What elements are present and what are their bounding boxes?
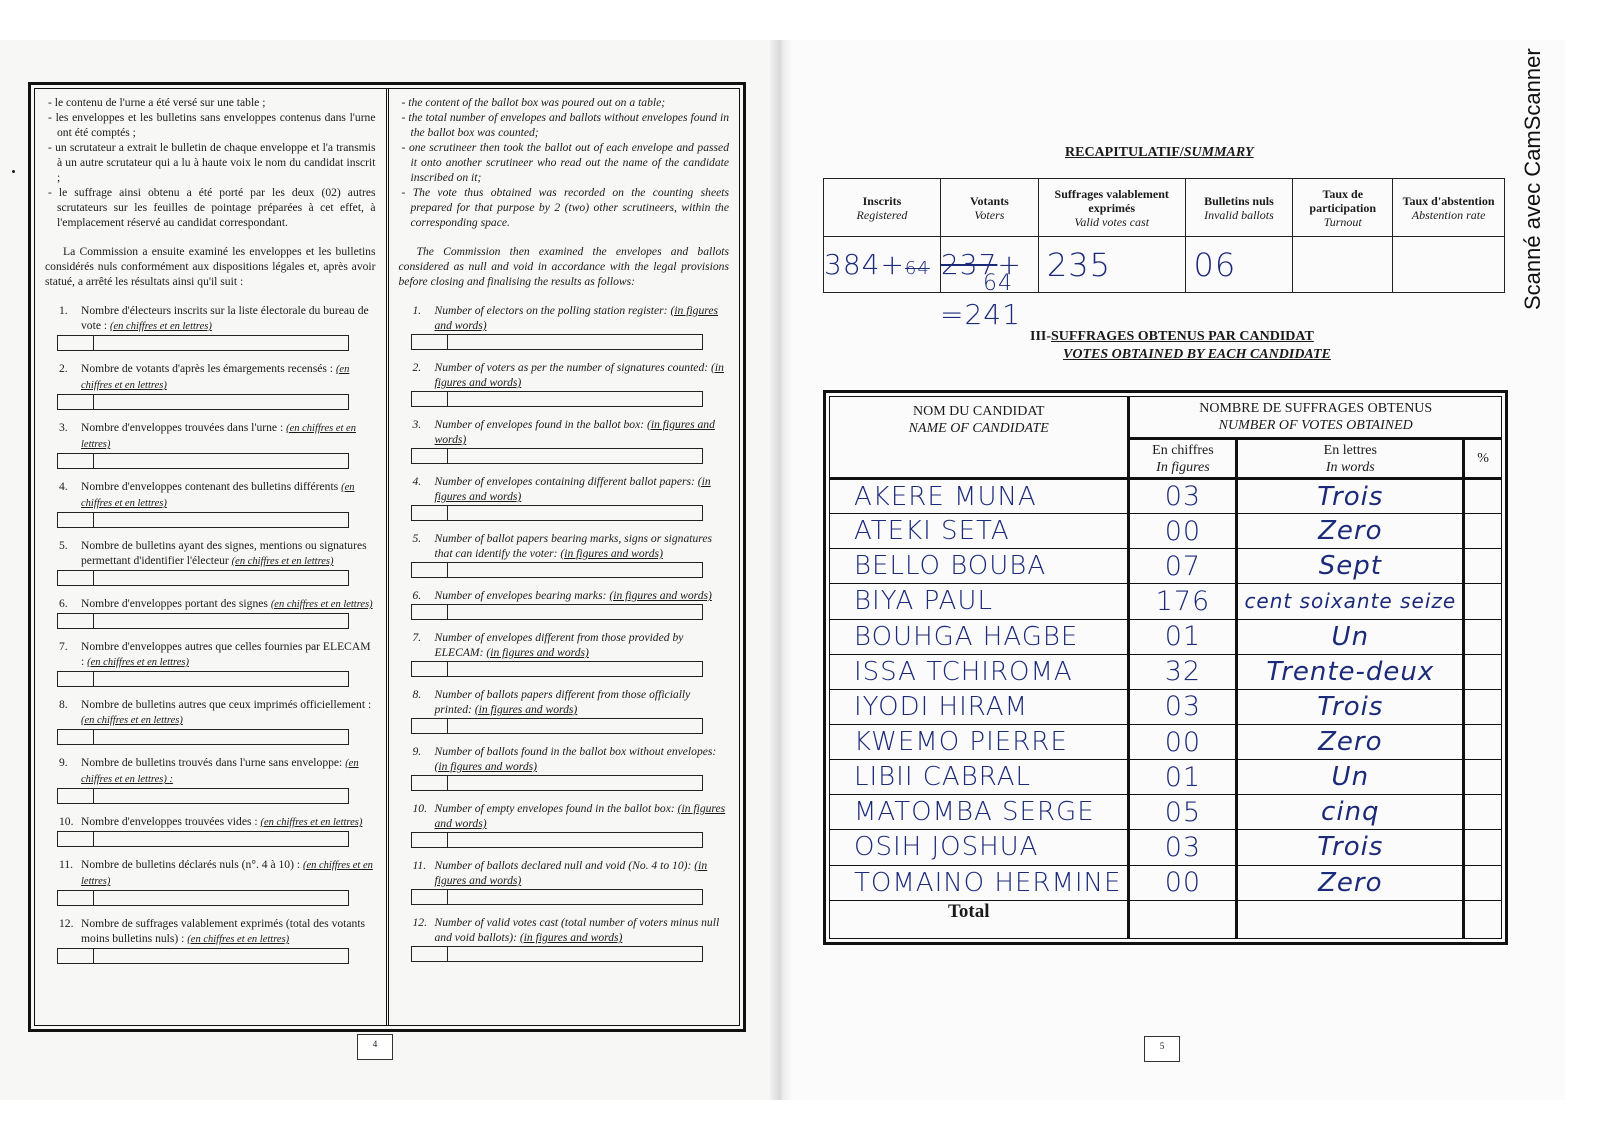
item-number: 8. <box>412 688 422 701</box>
candidate-percent[interactable] <box>1464 760 1502 795</box>
answer-field[interactable] <box>411 832 703 848</box>
candidate-votes-figures[interactable]: 01 <box>1129 619 1237 654</box>
candidate-percent[interactable] <box>1464 584 1502 619</box>
item-number: 12. <box>412 916 427 929</box>
answer-words-cell[interactable] <box>94 571 348 585</box>
header-invalid-ballots: Bulletins nuls Invalid ballots <box>1185 179 1293 237</box>
english-procedure-list <box>399 95 730 230</box>
candidate-name[interactable]: IYODI HIRAM <box>830 689 1129 724</box>
english-bullet: - the total number of envelopes and ballots without envelopes found in the ballot box was counted; <box>399 110 730 140</box>
item-number: 2. <box>412 361 422 374</box>
item-number: 2. <box>59 362 68 375</box>
answer-figures-cell[interactable] <box>58 454 94 468</box>
name-header: NOM DU CANDIDAT NAME OF CANDIDATE <box>830 397 1129 479</box>
answer-field[interactable] <box>411 661 703 677</box>
item-number: 8. <box>59 698 68 711</box>
answer-field[interactable] <box>57 613 349 629</box>
french-item-6 <box>45 596 376 629</box>
candidate-votes-figures[interactable]: 176 <box>1129 584 1237 619</box>
answer-words-cell[interactable] <box>448 392 702 406</box>
item-number: 10. <box>59 815 74 828</box>
item-label: Nombre de bulletins trouvés dans l'urne sans enveloppe: (en chiffres et en lettres) : <box>81 756 359 785</box>
item-number: 11. <box>59 858 74 871</box>
candidate-row <box>830 549 1502 584</box>
answer-field[interactable] <box>411 448 703 464</box>
candidate-row <box>830 830 1502 865</box>
candidate-percent[interactable] <box>1464 654 1502 689</box>
candidate-percent[interactable] <box>1464 865 1502 900</box>
item-hint: (en chiffres et en lettres) <box>87 657 189 668</box>
total-figures[interactable] <box>1129 900 1237 938</box>
candidate-row <box>830 619 1502 654</box>
item-label: Number of envelopes found in the ballot box: (in figures and words) <box>434 418 715 446</box>
item-label: Nombre de bulletins autres que ceux imprimés officiellement : (en chiffres et en lettres) <box>81 698 372 726</box>
candidate-name[interactable]: BELLO BOUBA <box>830 549 1129 584</box>
candidate-row <box>830 865 1502 900</box>
item-number: 7. <box>59 640 68 653</box>
english-item-9 <box>399 744 730 791</box>
candidate-votes-words[interactable]: Trois <box>1237 479 1464 514</box>
english-item-5 <box>399 531 730 578</box>
item-hint: (in figures and words) <box>519 931 623 944</box>
candidate-name[interactable]: AKERE MUNA <box>830 479 1129 514</box>
answer-field[interactable] <box>57 729 349 745</box>
candidate-votes-figures[interactable]: 01 <box>1129 760 1237 795</box>
answer-words-cell[interactable] <box>448 506 702 520</box>
answer-figures-cell[interactable] <box>412 833 448 847</box>
answer-words-cell[interactable] <box>448 833 702 847</box>
french-item-8 <box>45 697 376 745</box>
turnout-value[interactable] <box>1293 237 1393 293</box>
french-bullet: - un scrutateur a extrait le bulletin de chaque enveloppe et l'a transmis à un autre scrutateur qui a lu à haute voix le nom du candidat inscrit ; <box>45 140 376 185</box>
answer-field[interactable] <box>411 562 703 578</box>
item-hint: (in figures and words) <box>486 646 589 659</box>
total-words[interactable] <box>1237 900 1464 938</box>
answer-figures-cell[interactable] <box>58 672 94 686</box>
words-header: En lettres In words <box>1237 439 1464 479</box>
item-label: Nombre de bulletins déclarés nuls (n°. 4 à 10) : (en chiffres et en lettres) <box>81 858 373 887</box>
left-form-frame <box>28 82 746 1032</box>
english-item-2 <box>399 360 730 407</box>
answer-field[interactable] <box>57 570 349 586</box>
item-hint: (in figures and words) <box>434 859 708 887</box>
item-hint: (in figures and words) <box>434 475 711 503</box>
french-item-5 <box>45 538 376 586</box>
english-items <box>399 303 730 962</box>
invalid-ballots-value[interactable]: 06 <box>1185 237 1293 293</box>
candidate-votes-figures[interactable]: 00 <box>1129 514 1237 549</box>
item-label: Nombre d'électeurs inscrits sur la liste électorale du bureau de vote : (en chiffres et en lettres) <box>81 304 369 332</box>
votes-header: NOMBRE DE SUFFRAGES OBTENUS NUMBER OF VOTES OBTAINED <box>1129 397 1502 439</box>
french-procedure-list <box>45 95 376 230</box>
candidate-row <box>830 479 1502 514</box>
answer-figures-cell[interactable] <box>412 947 448 961</box>
candidate-name[interactable]: OSIH JOSHUA <box>830 830 1129 865</box>
item-hint: (in figures and words) <box>434 304 719 332</box>
item-hint: (en chiffres et en lettres) <box>81 860 373 887</box>
item-label: Number of envelopes bearing marks: (in figures and words) <box>434 589 712 602</box>
answer-figures-cell[interactable] <box>412 335 448 349</box>
page-number-left: 4 <box>357 1034 393 1060</box>
answer-field[interactable] <box>57 890 349 906</box>
item-label: Nombre d'enveloppes autres que celles fournies par ELECAM : (en chiffres et en lettres) <box>81 640 371 668</box>
registered-value[interactable]: 384+64 <box>824 237 941 293</box>
item-hint: (en chiffres et en lettres) <box>81 423 356 450</box>
french-item-11 <box>45 857 376 906</box>
answer-figures-cell[interactable] <box>412 605 448 619</box>
header-valid-votes: Suffrages valablement exprimés Valid votes cast <box>1038 179 1185 237</box>
candidate-votes-words[interactable]: Trois <box>1237 830 1464 865</box>
candidate-row <box>830 514 1502 549</box>
answer-words-cell[interactable] <box>94 395 348 409</box>
french-item-1 <box>45 303 376 351</box>
scan-speck <box>12 170 15 173</box>
valid-votes-value[interactable]: 235 <box>1038 237 1185 293</box>
answer-figures-cell[interactable] <box>412 776 448 790</box>
french-item-4 <box>45 479 376 528</box>
english-bullet: - The vote thus obtained was recorded on the counting sheets prepared for that purpose by 2 (two) other scrutineers, within the corresponding space. <box>399 185 730 230</box>
summary-title-en: SUMMARY <box>1183 145 1254 160</box>
answer-field[interactable] <box>411 946 703 962</box>
answer-words-cell[interactable] <box>94 672 348 686</box>
answer-figures-cell[interactable] <box>412 392 448 406</box>
french-item-10 <box>45 814 376 847</box>
candidate-votes-figures[interactable]: 32 <box>1129 654 1237 689</box>
english-item-3 <box>399 417 730 464</box>
answer-figures-cell[interactable] <box>58 395 94 409</box>
answer-words-cell[interactable] <box>448 947 702 961</box>
english-column <box>389 89 740 1025</box>
item-number: 6. <box>59 597 68 610</box>
item-number: 12. <box>59 917 74 930</box>
french-column <box>35 89 389 1025</box>
header-turnout: Taux de participation Turnout <box>1293 179 1393 237</box>
answer-field[interactable] <box>57 831 349 847</box>
item-hint: (en chiffres et en lettres) : <box>81 758 359 785</box>
total-row <box>830 900 1502 938</box>
answer-words-cell[interactable] <box>448 719 702 733</box>
answer-figures-cell[interactable] <box>412 506 448 520</box>
english-item-7 <box>399 630 730 677</box>
answer-field[interactable] <box>57 512 349 528</box>
page-number-right: 5 <box>1144 1036 1180 1062</box>
candidate-name[interactable]: ATEKI SETA <box>830 514 1129 549</box>
candidate-name[interactable]: TOMAINO HERMINE <box>830 865 1129 900</box>
candidate-percent[interactable] <box>1464 514 1502 549</box>
item-label: Number of valid votes cast (total number of voters minus null and void ballots): (in figures and words) <box>434 916 720 944</box>
answer-field[interactable] <box>411 604 703 620</box>
item-label: Number of ballots found in the ballot box without envelopes: (in figures and words) <box>434 745 717 773</box>
english-item-11 <box>399 858 730 905</box>
answer-words-cell[interactable] <box>94 614 348 628</box>
french-item-2 <box>45 361 376 410</box>
candidate-percent[interactable] <box>1464 795 1502 830</box>
candidate-name[interactable]: KWEMO PIERRE <box>830 724 1129 759</box>
section-title: III-SUFFRAGES OBTENUS PAR CANDIDAT VOTES OBTAINED BY EACH CANDIDATE <box>1030 329 1331 362</box>
abstention-value[interactable] <box>1393 237 1505 293</box>
answer-figures-cell[interactable] <box>58 571 94 585</box>
item-label: Nombre de votants d'après les émargements recensés : (en chiffres et en lettres) <box>81 362 350 391</box>
answer-words-cell[interactable] <box>94 949 348 963</box>
item-label: Nombre d'enveloppes contenant des bulletins différents (en chiffres et en lettres) <box>81 480 355 509</box>
answer-words-cell[interactable] <box>94 730 348 744</box>
answer-figures-cell[interactable] <box>58 513 94 527</box>
item-hint: (in figures and words) <box>434 802 726 830</box>
item-label: Number of electors on the polling station register: (in figures and words) <box>434 304 719 332</box>
french-bullet: - les enveloppes et les bulletins sans enveloppes contenus dans l'urne ont été comptés ; <box>45 110 376 140</box>
item-hint: (en chiffres et en lettres) <box>187 934 290 945</box>
candidate-name[interactable]: BIYA PAUL <box>830 584 1129 619</box>
french-item-7 <box>45 639 376 687</box>
candidate-votes-words[interactable]: Zero <box>1237 514 1464 549</box>
french-item-3 <box>45 420 376 469</box>
english-item-12 <box>399 915 730 962</box>
candidate-row <box>830 584 1502 619</box>
candidate-votes-words[interactable]: cinq <box>1237 795 1464 830</box>
answer-figures-cell[interactable] <box>58 789 94 803</box>
answer-words-cell[interactable] <box>448 449 702 463</box>
answer-field[interactable] <box>411 889 703 905</box>
item-hint: (in figures and words) <box>609 589 712 602</box>
answer-figures-cell[interactable] <box>58 336 94 350</box>
item-label: Number of envelopes containing different ballot papers: (in figures and words) <box>434 475 711 503</box>
candidate-percent[interactable] <box>1464 689 1502 724</box>
french-item-12 <box>45 916 376 964</box>
percent-header: % <box>1464 439 1502 479</box>
total-label: Total <box>830 900 1129 938</box>
answer-figures-cell[interactable] <box>58 832 94 846</box>
item-number: 4. <box>59 480 68 493</box>
item-number: 5. <box>412 532 422 545</box>
summary-title <box>1065 145 1254 161</box>
book-gutter <box>770 40 792 1100</box>
answer-field[interactable] <box>57 948 349 964</box>
item-label: Nombre d'enveloppes trouvées dans l'urne : (en chiffres et en lettres) <box>81 421 356 450</box>
answer-field[interactable] <box>57 335 349 351</box>
summary-title-fr: RECAPITULATIF/ <box>1065 145 1184 160</box>
answer-figures-cell[interactable] <box>412 719 448 733</box>
answer-figures-cell[interactable] <box>58 949 94 963</box>
item-hint: (en chiffres et en lettres) <box>81 364 350 391</box>
answer-words-cell[interactable] <box>94 513 348 527</box>
camscanner-watermark: Scanné avec CamScanner <box>1520 48 1545 310</box>
item-label: Number of empty envelopes found in the ballot box: (in figures and words) <box>434 802 726 830</box>
candidate-row <box>830 689 1502 724</box>
item-label: Number of envelopes different from those provided by ELECAM: (in figures and words) <box>434 631 684 659</box>
candidate-name[interactable]: MATOMBA SERGE <box>830 795 1129 830</box>
answer-words-cell[interactable] <box>448 890 702 904</box>
item-hint: (in figures and words) <box>434 418 715 446</box>
answer-words-cell[interactable] <box>94 832 348 846</box>
french-bullet: - le suffrage ainsi obtenu a été porté par les deux (02) autres scrutateurs sur les feuilles de pointage préparées à cet effet, à l'emplacement réservé au candidat correspondant. <box>45 185 376 230</box>
item-label: Number of ballot papers bearing marks, signs or signatures that can identify the voter: (in figures and words) <box>434 532 713 560</box>
candidate-votes-words[interactable]: Sept <box>1237 549 1464 584</box>
answer-words-cell[interactable] <box>94 454 348 468</box>
english-item-10 <box>399 801 730 848</box>
item-label: Nombre de suffrages valablement exprimés (total des votants moins bulletins nuls) : (en chiffres et en lettres) <box>81 917 366 945</box>
candidate-votes-figures[interactable]: 07 <box>1129 549 1237 584</box>
header-registered: Inscrits Registered <box>824 179 941 237</box>
candidate-votes-figures[interactable]: 03 <box>1129 830 1237 865</box>
candidate-percent[interactable] <box>1464 724 1502 759</box>
header-abstention: Taux d'abstention Abstention rate <box>1393 179 1505 237</box>
candidate-table <box>829 396 1502 939</box>
english-bullet: - the content of the ballot box was poured out on a table; <box>399 95 730 110</box>
candidate-votes-figures[interactable]: 00 <box>1129 724 1237 759</box>
candidate-votes-words[interactable]: Zero <box>1237 865 1464 900</box>
item-number: 1. <box>59 304 68 317</box>
candidate-row <box>830 724 1502 759</box>
french-items <box>45 303 376 964</box>
item-number: 5. <box>59 539 68 552</box>
candidate-votes-figures[interactable]: 00 <box>1129 865 1237 900</box>
answer-field[interactable] <box>411 391 703 407</box>
answer-words-cell[interactable] <box>448 662 702 676</box>
total-percent[interactable] <box>1464 900 1502 938</box>
answer-figures-cell[interactable] <box>58 614 94 628</box>
header-voters: Votants Voters <box>940 179 1038 237</box>
item-hint: (in figures and words) <box>560 547 663 560</box>
answer-field[interactable] <box>411 334 703 350</box>
answer-words-cell[interactable] <box>448 605 702 619</box>
item-number: 11. <box>412 859 427 872</box>
candidate-votes-figures[interactable]: 03 <box>1129 479 1237 514</box>
answer-words-cell[interactable] <box>448 563 702 577</box>
summary-table <box>823 178 1505 296</box>
answer-field[interactable] <box>57 788 349 804</box>
french-item-9 <box>45 755 376 804</box>
item-number: 3. <box>59 421 68 434</box>
item-number: 4. <box>412 475 422 488</box>
candidate-percent[interactable] <box>1464 830 1502 865</box>
candidate-row <box>830 795 1502 830</box>
item-number: 6. <box>412 589 422 602</box>
item-number: 1. <box>412 304 422 317</box>
candidate-percent[interactable] <box>1464 479 1502 514</box>
item-number: 9. <box>412 745 422 758</box>
english-bullet: - one scrutineer then took the ballot out of each envelope and passed it onto another scrutineer who read out the name of the candidate inscribed on it; <box>399 140 730 185</box>
answer-figures-cell[interactable] <box>58 891 94 905</box>
item-label: Nombre d'enveloppes portant des signes (en chiffres et en lettres) <box>81 597 373 610</box>
answer-field[interactable] <box>411 775 703 791</box>
answer-words-cell[interactable] <box>94 336 348 350</box>
item-hint: (en chiffres et en lettres) <box>81 715 183 726</box>
candidate-percent[interactable] <box>1464 549 1502 584</box>
voters-value[interactable]: 237+ 64 <box>940 237 1038 293</box>
item-label: Nombre d'enveloppes trouvées vides : (en chiffres et en lettres) <box>81 815 363 828</box>
candidate-votes-words[interactable]: Trente-deux <box>1237 654 1464 689</box>
item-number: 7. <box>412 631 422 644</box>
answer-words-cell[interactable] <box>94 891 348 905</box>
candidate-table-frame <box>823 390 1508 945</box>
answer-field[interactable] <box>57 671 349 687</box>
figures-header: En chiffres In figures <box>1129 439 1237 479</box>
candidate-votes-words[interactable]: Zero <box>1237 724 1464 759</box>
candidate-name[interactable]: ISSA TCHIROMA <box>830 654 1129 689</box>
french-paragraph: La Commission a ensuite examiné les enveloppes et les bulletins considérés nuls conformément aux dispositions légales et, après avoir statué, a arrêté les résultats ainsi qu'il suit : <box>45 245 376 288</box>
candidate-votes-words[interactable]: Trois <box>1237 689 1464 724</box>
candidate-votes-figures[interactable]: 05 <box>1129 795 1237 830</box>
item-hint: (en chiffres et en lettres) <box>231 556 334 567</box>
answer-figures-cell[interactable] <box>412 890 448 904</box>
english-item-8 <box>399 687 730 734</box>
english-item-4 <box>399 474 730 521</box>
item-number: 3. <box>412 418 422 431</box>
answer-words-cell[interactable] <box>448 335 702 349</box>
answer-figures-cell[interactable] <box>412 449 448 463</box>
item-number: 9. <box>59 756 68 769</box>
item-hint: (en chiffres et en lettres) <box>110 321 212 332</box>
candidate-votes-figures[interactable]: 03 <box>1129 689 1237 724</box>
answer-figures-cell[interactable] <box>58 730 94 744</box>
answer-field[interactable] <box>411 718 703 734</box>
candidate-row <box>830 760 1502 795</box>
answer-figures-cell[interactable] <box>412 563 448 577</box>
item-label: Number of ballots papers different from those officially printed: (in figures and words) <box>434 688 691 716</box>
answer-words-cell[interactable] <box>94 789 348 803</box>
item-hint: (in figures and words) <box>474 703 578 716</box>
english-item-6 <box>399 588 730 620</box>
english-item-1 <box>399 303 730 350</box>
item-hint: (in figures and words) <box>434 760 538 773</box>
answer-words-cell[interactable] <box>448 776 702 790</box>
candidate-name[interactable]: BOUHGA HAGBE <box>830 619 1129 654</box>
item-label: Number of voters as per the number of signatures counted: (in figures and words) <box>434 361 724 389</box>
candidate-name[interactable]: LIBII CABRAL <box>830 760 1129 795</box>
answer-field[interactable] <box>411 505 703 521</box>
candidate-votes-words[interactable]: cent soixante seize <box>1237 584 1464 619</box>
english-paragraph: The Commission then examined the envelopes and ballots considered as null and void in accordance with the legal provisions before closing and finalising the results as follows: <box>398 245 729 288</box>
candidate-percent[interactable] <box>1464 619 1502 654</box>
item-number: 10. <box>412 802 427 815</box>
item-hint: (en chiffres et en lettres) <box>81 482 355 509</box>
candidate-votes-words[interactable]: Un <box>1237 760 1464 795</box>
candidate-row <box>830 654 1502 689</box>
french-bullet: - le contenu de l'urne a été versé sur une table ; <box>45 95 376 110</box>
voters-total-annotation: =241 <box>940 298 1021 331</box>
item-hint: (in figures and words) <box>434 361 724 389</box>
candidate-votes-words[interactable]: Un <box>1237 619 1464 654</box>
answer-field[interactable] <box>57 453 349 469</box>
item-label: Number of ballots declared null and void (No. 4 to 10): (in figures and words) <box>434 859 708 887</box>
item-hint: (en chiffres et en lettres) <box>260 817 363 828</box>
item-label: Nombre de bulletins ayant des signes, mentions ou signatures permettant d'identifier l'électeur (en chiffres et en lettres) <box>81 539 367 567</box>
answer-figures-cell[interactable] <box>412 662 448 676</box>
item-hint: (en chiffres et en lettres) <box>270 599 373 610</box>
answer-field[interactable] <box>57 394 349 410</box>
